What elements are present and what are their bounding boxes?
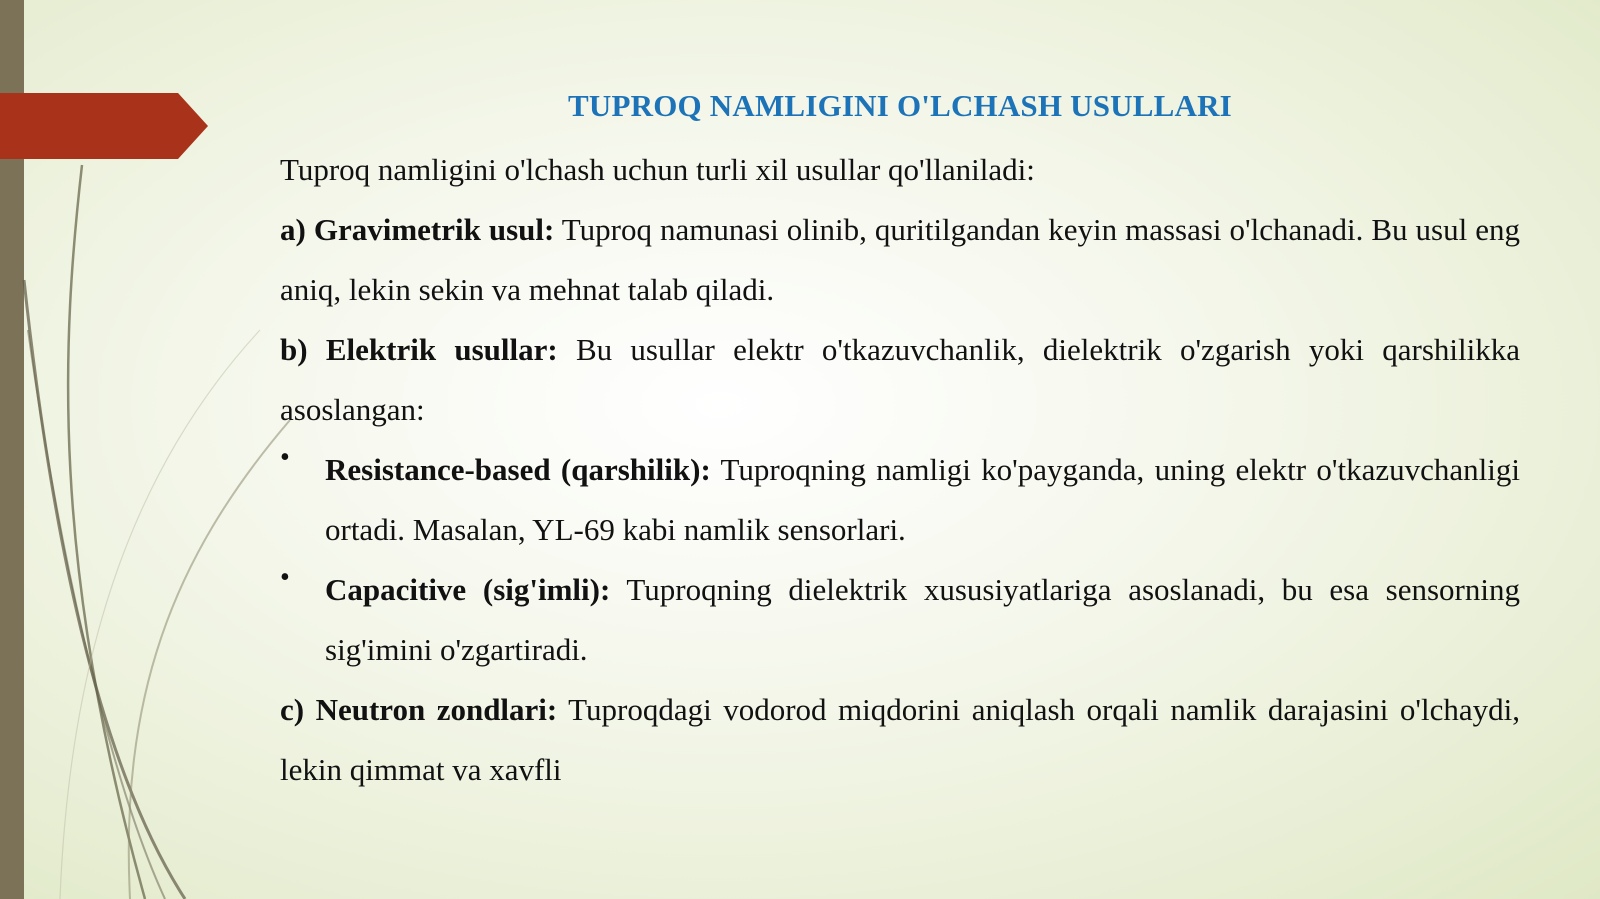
intro-paragraph: Tuproq namligini o'lchash uchun turli xil usullar qo'llaniladi: <box>280 152 1035 187</box>
bullet-item-resistance <box>280 440 1520 560</box>
slide-title: TUPROQ NAMLIGINI O'LCHASH USULLARI <box>568 88 1232 123</box>
method-electric-label: b) Elektrik usullar: <box>280 332 558 367</box>
bullet-resistance-text: Tuproqning namligi ko'payganda, uning elektr o'tkazuvchanligi ortadi. Masalan, YL-69 kabi namlik sensorlari. <box>325 452 1520 547</box>
method-neutron-text: Tuproqdagi vodorod miqdorini aniqlash orqali namlik darajasini o'lchaydi, lekin qimmat va xavfli <box>280 692 1520 787</box>
red-arrow-shape <box>0 93 210 161</box>
method-electric <box>280 320 1520 440</box>
bullet-resistance-label: Resistance-based (qarshilik): <box>325 452 711 487</box>
method-neutron <box>280 680 1520 800</box>
method-electric-text: Bu usullar elektr o'tkazuvchanlik, dielektrik o'zgarish yoki qarshilikka asoslangan: <box>280 332 1520 427</box>
bullet-capacitive-text: Tuproqning dielektrik xususiyatlariga asoslanadi, bu esa sensorning sig'imini o'zgartiradi. <box>325 572 1520 667</box>
bullet-capacitive-label: Capacitive (sig'imli): <box>325 572 611 607</box>
slide-content <box>280 140 1520 800</box>
method-gravimetric <box>280 200 1520 320</box>
method-neutron-label: c) Neutron zondlari: <box>280 692 558 727</box>
bullet-dot-icon: • <box>280 442 290 473</box>
method-gravimetric-text: Tuproq namunasi olinib, quritilgandan keyin massasi o'lchanadi. Bu usul eng aniq, lekin sekin va mehnat talab qiladi. <box>280 212 1521 307</box>
bullet-dot-icon: • <box>280 562 290 593</box>
bullet-item-capacitive <box>280 560 1520 680</box>
method-gravimetric-label: a) Gravimetrik usul: <box>280 212 555 247</box>
